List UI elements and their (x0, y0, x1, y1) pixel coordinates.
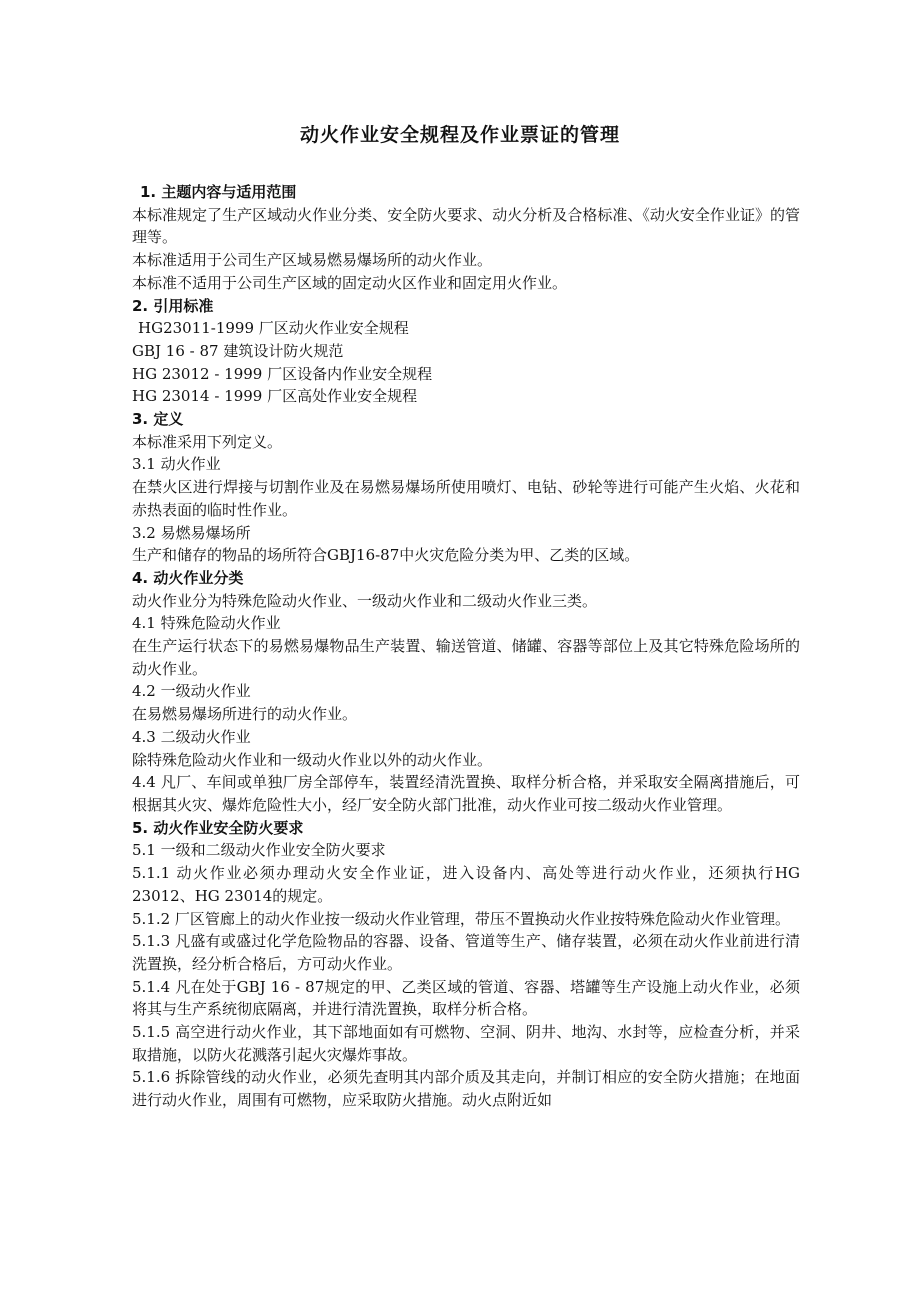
section-heading: 3. 定义 (132, 410, 184, 429)
list-item: 5.1.2 厂区管廊上的动火作业按一级动火作业管理，带压不置换动火作业按特殊危险动火作业管理。 (132, 909, 790, 928)
paragraph: 除特殊危险动火作业和一级动火作业以外的动火作业。 (132, 750, 493, 769)
reference-item: HG23011-1999 厂区动火作业安全规程 (138, 319, 409, 338)
reference-item: GBJ 16 - 87 建筑设计防火规范 (132, 341, 344, 360)
list-item: 5.1.1 动火作业必须办理动火安全作业证，进入设备内、高处等进行动火作业，还须执行HG 23012、HG 23014的规定。 (132, 864, 800, 905)
paragraph: 动火作业分为特殊危险动火作业、一级动火作业和二级动火作业三类。 (132, 591, 598, 610)
subsection-title: 3.2 易燃易爆场所 (132, 523, 251, 542)
section-heading: 2. 引用标准 (132, 296, 214, 315)
subsection-title: 4.1 特殊危险动火作业 (132, 614, 281, 633)
document-body (132, 181, 800, 1112)
subsection-title: 4.3 二级动火作业 (132, 727, 251, 746)
subsection-title: 4.2 一级动火作业 (132, 682, 251, 701)
paragraph: 本标准不适用于公司生产区域的固定动火区作业和固定用火作业。 (132, 273, 568, 292)
list-item: 5.1.6 拆除管线的动火作业，必须先查明其内部介质及其走向，并制订相应的安全防火措施；在地面进行动火作业，周围有可燃物，应采取防火措施。动火点附近如 (132, 1068, 800, 1110)
page-title: 动火作业安全规程及作业票证的管理 (299, 124, 620, 146)
paragraph: 本标准规定了生产区域动火作业分类、安全防火要求、动火分析及合格标准、《动火安全作业证》的管理等。 (132, 205, 800, 247)
section-heading: 5. 动火作业安全防火要求 (132, 818, 304, 837)
list-item: 5.1.5 高空进行动火作业，其下部地面如有可燃物、空洞、阴井、地沟、水封等，应检查分析，并采取措施，以防火花溅落引起火灾爆炸事故。 (132, 1023, 800, 1064)
paragraph: 本标准采用下列定义。 (132, 432, 283, 451)
paragraph: 本标准适用于公司生产区域易燃易爆场所的动火作业。 (132, 251, 493, 270)
list-item: 5.1.3 凡盛有或盛过化学危险物品的容器、设备、管道等生产、储存装置，必须在动火作业前进行清洗置换，经分析合格后，方可动火作业。 (132, 932, 800, 973)
paragraph: 4.4 凡厂、车间或单独厂房全部停车，装置经清洗置换、取样分析合格，并采取安全隔离措施后，可根据其火灾、爆炸危险性大小，经厂安全防火部门批准，动火作业可按二级动火作业管理。 (132, 773, 800, 814)
reference-item: HG 23012 - 1999 厂区设备内作业安全规程 (132, 364, 433, 383)
paragraph: 生产和储存的物品的场所符合GBJ16-87中火灾危险分类为甲、乙类的区域。 (132, 546, 640, 565)
section-heading: 4. 动火作业分类 (132, 568, 244, 587)
section-heading: 1. 主题内容与适用范围 (140, 183, 297, 201)
paragraph: 在禁火区进行焊接与切割作业及在易燃易爆场所使用喷灯、电钻、砂轮等进行可能产生火焰、火花和赤热表面的临时性作业。 (132, 478, 800, 519)
paragraph: 在易燃易爆场所进行的动火作业。 (132, 705, 358, 724)
paragraph: 在生产运行状态下的易燃易爆物品生产装置、输送管道、储罐、容器等部位上及其它特殊危险场所的动火作业。 (132, 637, 800, 678)
subsection-title: 3.1 动火作业 (132, 455, 221, 474)
subsection-title: 5.1 一级和二级动火作业安全防火要求 (132, 841, 386, 860)
list-item: 5.1.4 凡在处于GBJ 16 - 87规定的甲、乙类区域的管道、容器、塔罐等生产设施上动火作业，必须将其与生产系统彻底隔离，并进行清洗置换，取样分析合格。 (132, 977, 800, 1019)
reference-item: HG 23014 - 1999 厂区高处作业安全规程 (132, 387, 418, 406)
